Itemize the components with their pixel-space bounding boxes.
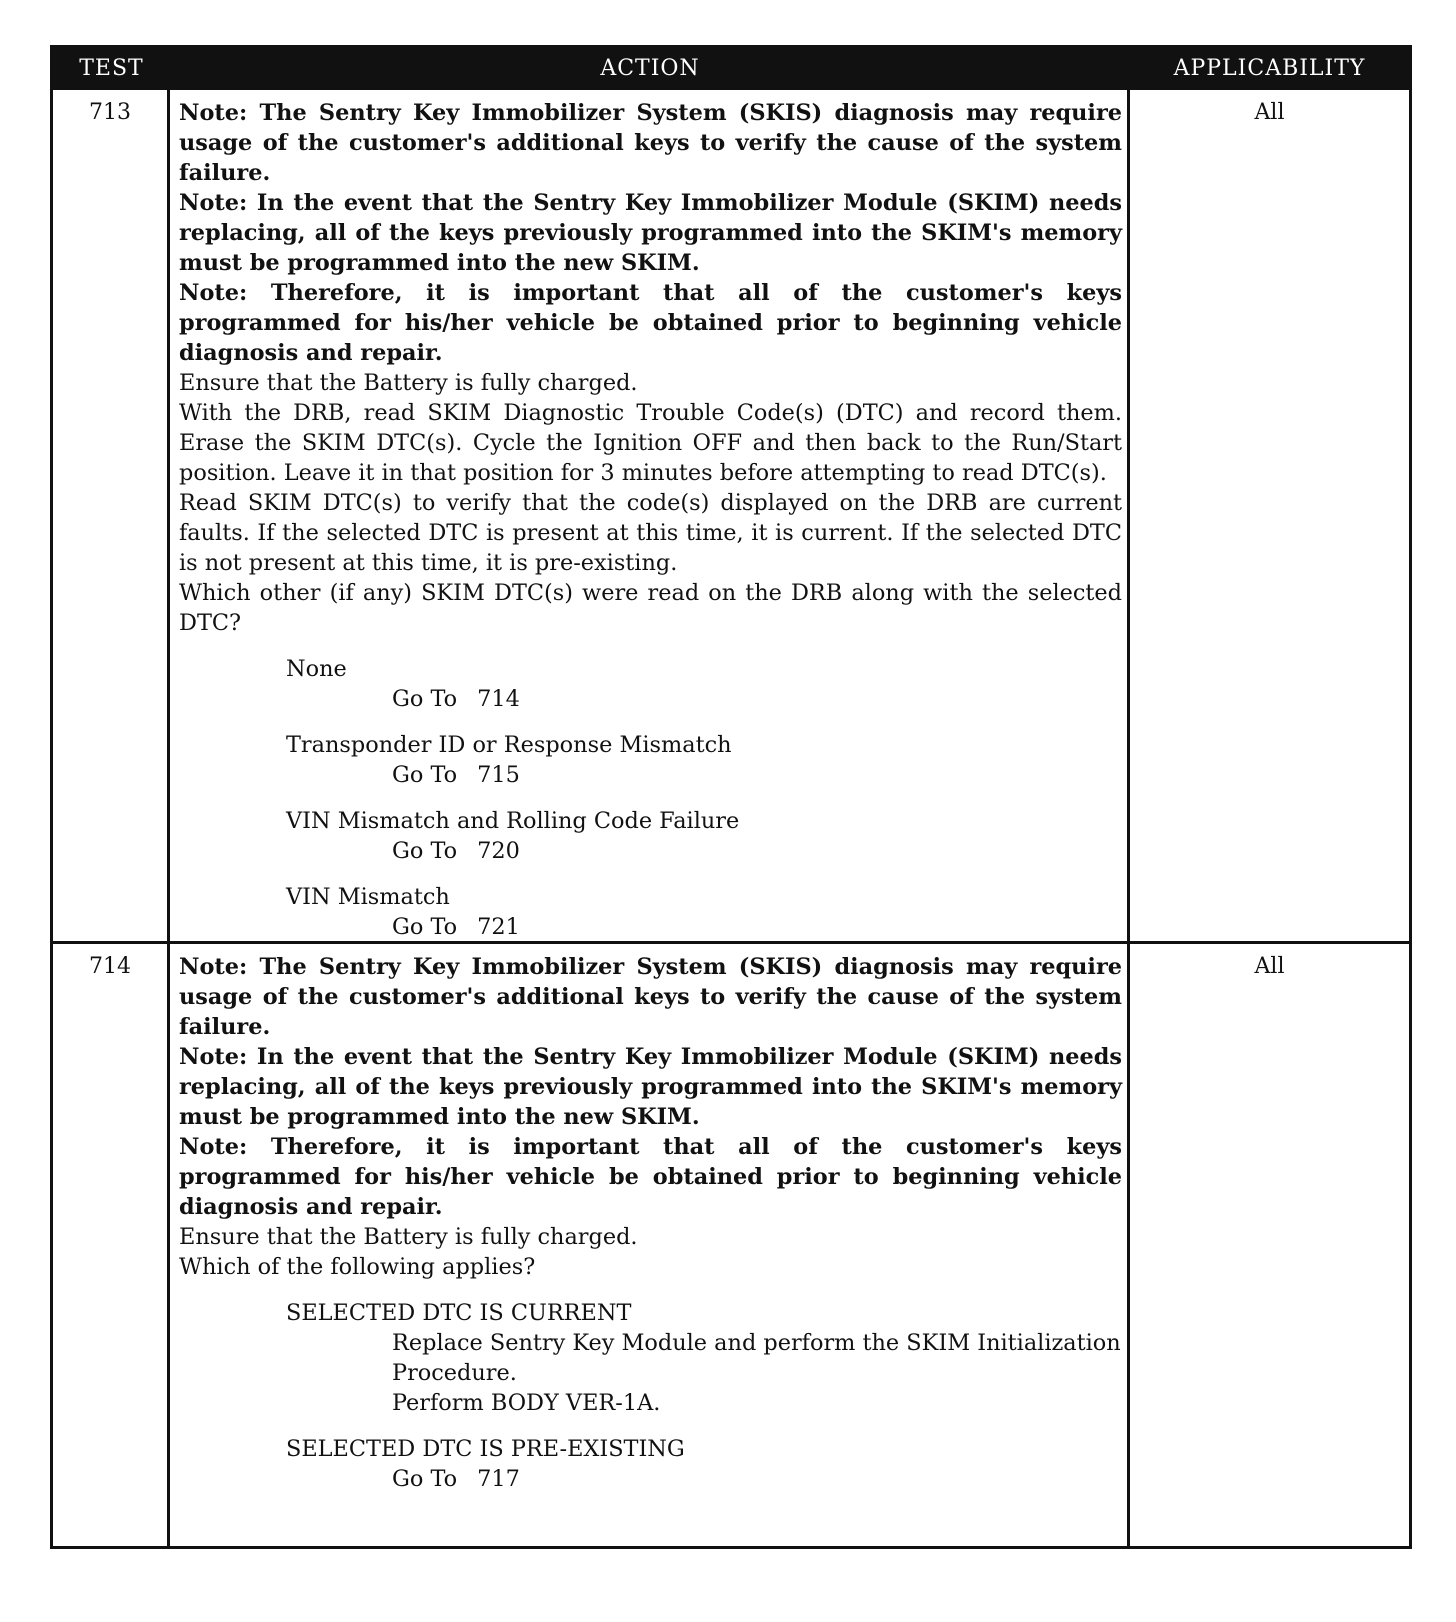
table-row-714 — [53, 941, 1409, 1546]
choice-label: SELECTED DTC IS CURRENT — [286, 1300, 632, 1326]
goto-label: Go To — [392, 1466, 458, 1492]
goto-target: 715 — [477, 762, 520, 788]
result-line: Perform BODY VER-1A. — [392, 1390, 661, 1416]
question: Which other (if any) SKIM DTC(s) were read on the DRB along with the selected DTC? — [179, 580, 1122, 636]
applicability-value: All — [1254, 954, 1285, 979]
choice-label: VIN Mismatch — [286, 884, 450, 910]
note: Note: In the event that the Sentry Key Immobilizer Module (SKIM) needs replacing, all of the keys previously programmed into the SKIM's memory must be programmed into the new SKIM. — [179, 190, 1122, 276]
note: Note: The Sentry Key Immobilizer System (SKIS) diagnosis may require usage of the customer's additional keys to verify the cause of the system failure. — [179, 100, 1122, 186]
goto-label: Go To — [392, 762, 458, 788]
choice-list — [179, 1298, 1122, 1494]
goto-label: Go To — [392, 914, 458, 940]
instruction: Read SKIM DTC(s) to verify that the code(s) displayed on the DRB are current faults. If the selected DTC is present at this time, it is current. If the selected DTC is not present at this time, it is pre-existing. — [179, 490, 1122, 576]
goto-label: Go To — [392, 838, 458, 864]
choice-list — [179, 654, 1122, 942]
goto-line — [179, 684, 1122, 714]
choice — [179, 730, 1122, 790]
choice — [179, 1434, 1122, 1494]
choice — [179, 882, 1122, 942]
goto-line — [179, 1464, 1122, 1494]
action-cell — [170, 90, 1130, 941]
header-action: ACTION — [600, 56, 700, 81]
goto-line — [179, 760, 1122, 790]
test-number: 713 — [53, 90, 170, 941]
header-applicability: APPLICABILITY — [1173, 56, 1366, 81]
result-line: Replace Sentry Key Module and perform the SKIM Initialization Procedure. — [392, 1330, 1121, 1386]
choice-label: None — [286, 656, 347, 682]
goto-label: Go To — [392, 686, 458, 712]
header-test: TEST — [79, 56, 144, 81]
note: Note: The Sentry Key Immobilizer System (SKIS) diagnosis may require usage of the customer's additional keys to verify the cause of the system failure. — [179, 954, 1122, 1040]
goto-line — [179, 836, 1122, 866]
choice-label: SELECTED DTC IS PRE-EXISTING — [286, 1436, 685, 1462]
goto-target: 717 — [477, 1466, 520, 1492]
choice-label: Transponder ID or Response Mismatch — [286, 732, 732, 758]
table-header — [53, 48, 1409, 90]
test-number: 714 — [53, 944, 170, 1546]
goto-line — [179, 912, 1122, 942]
note: Note: Therefore, it is important that all of the customer's keys programmed for his/her vehicle be obtained prior to beginning vehicle diagnosis and repair. — [179, 1134, 1122, 1220]
choice — [179, 806, 1122, 866]
goto-target: 720 — [477, 838, 520, 864]
applicability-value: All — [1254, 100, 1285, 125]
table-row-713 — [53, 90, 1409, 941]
note: Note: Therefore, it is important that all of the customer's keys programmed for his/her vehicle be obtained prior to beginning vehicle diagnosis and repair. — [179, 280, 1122, 366]
goto-target: 714 — [477, 686, 520, 712]
diagnostic-table — [50, 45, 1412, 1549]
instruction: Ensure that the Battery is fully charged. — [179, 370, 638, 396]
goto-target: 721 — [477, 914, 520, 940]
instruction: With the DRB, read SKIM Diagnostic Trouble Code(s) (DTC) and record them. Erase the SKIM DTC(s). Cycle the Ignition OFF and then back to the Run/Start position. Leave it in that position for 3 minutes before attempting to read DTC(s). — [179, 400, 1122, 486]
choice — [179, 1298, 1122, 1418]
question: Which of the following applies? — [179, 1254, 536, 1280]
instruction: Ensure that the Battery is fully charged. — [179, 1224, 638, 1250]
choice — [179, 654, 1122, 714]
choice-label: VIN Mismatch and Rolling Code Failure — [286, 808, 740, 834]
note: Note: In the event that the Sentry Key Immobilizer Module (SKIM) needs replacing, all of the keys previously programmed into the SKIM's memory must be programmed into the new SKIM. — [179, 1044, 1122, 1130]
action-cell — [170, 944, 1130, 1546]
